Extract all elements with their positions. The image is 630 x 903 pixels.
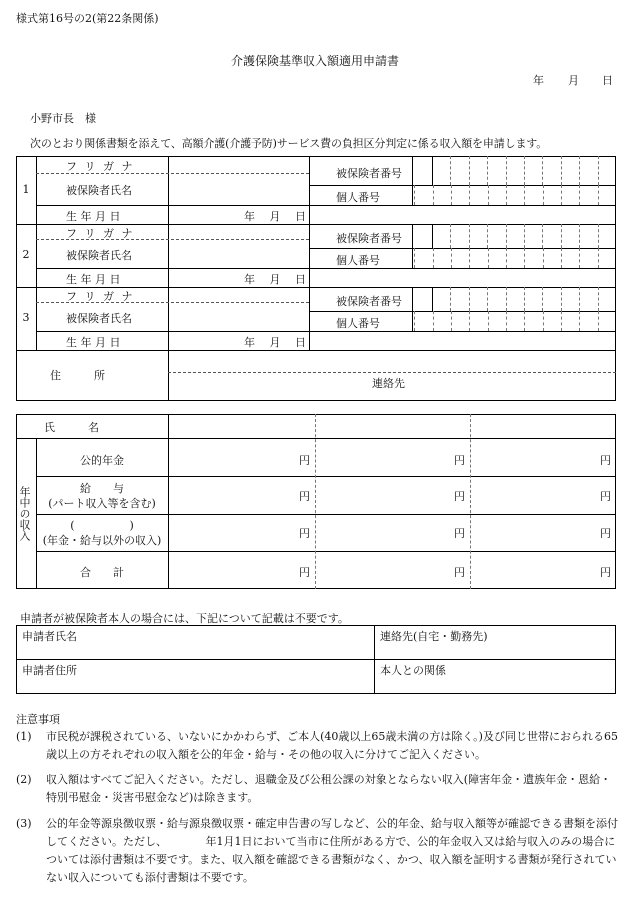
insured-number-label: 被保険者番号 (336, 232, 402, 245)
income-row-sublabel: (パート収入等を含む) (48, 497, 156, 510)
applicant-name-label: 申請者氏名 (22, 630, 77, 643)
note-item-2: (2) 収入額はすべてご記入ください。ただし、退職金及び公租公課の対象とならない収入(障害年金・遺族年金・恩給・特別弔慰金・災害弔慰金など)は除きます。 (16, 773, 612, 804)
annual-income-side-label: 年中の収入 (18, 486, 31, 541)
address-label: 住 所 (50, 369, 105, 382)
relation-label: 本人との関係 (380, 664, 446, 677)
insured-number-label: 被保険者番号 (336, 167, 402, 180)
income-row-label: 給 与 (80, 482, 124, 495)
yen-unit-label: 円 (454, 490, 465, 503)
yen-unit-label: 円 (299, 566, 310, 579)
yen-unit-label: 円 (454, 566, 465, 579)
income-name-label: 氏 名 (44, 421, 99, 434)
yen-unit-label: 円 (600, 566, 611, 579)
date-year-label: 年 (533, 74, 544, 87)
note-item-3: (3) 公的年金等源泉徴収票・給与源泉徴収票・確定申告書の写しなど、公的年金、給与収入額等が確認できる書類を添付してください。ただし、 年1月1日において当市に住所がある方で、公的年金収入又は給与収入のみの場合については添付書類は不要です。また、収入額を確認できる書類がなく、かつ、収入額を証明する書類が発行されていない収入についても添付書類は不要です。 (16, 817, 618, 884)
income-row-label: ( ) (70, 519, 134, 532)
personal-number-digit-boxes[interactable] (413, 186, 615, 205)
birthdate-ymd: 年 月 日 (244, 336, 306, 349)
applicant-address-label: 申請者住所 (22, 664, 77, 677)
personal-number-digit-boxes[interactable] (413, 249, 615, 268)
yen-unit-label: 円 (299, 527, 310, 540)
birthdate-ymd: 年 月 日 (244, 273, 306, 286)
yen-unit-label: 円 (600, 490, 611, 503)
person-number: 2 (22, 248, 30, 261)
insured-number-digit-boxes[interactable] (413, 225, 615, 248)
income-row-sublabel: (年金・給与以外の収入) (42, 534, 162, 547)
yen-unit-label: 円 (600, 454, 611, 467)
birthdate-label: 生 年 月 日 (66, 336, 121, 349)
insured-number-digit-boxes[interactable] (413, 157, 615, 185)
person-number: 1 (22, 183, 30, 196)
insured-name-label: 被保険者氏名 (66, 249, 132, 262)
applicant-notice: 申請者が被保険者本人の場合には、下記について記載は不要です。 (20, 612, 349, 625)
contact-input[interactable] (420, 378, 610, 396)
note-item-1: (1) 市民税が課税されている、いないにかかわらず、ご本人(40歳以上65歳未満の方は除く。)及び同じ世帯におられる65歳以上の方それぞれの収入額を公的年金・給与・その他の収入に分けてご記入ください。 (16, 730, 618, 761)
contact-label: 連絡先 (372, 377, 405, 390)
birthdate-ymd: 年 月 日 (244, 210, 306, 223)
personal-number-digit-boxes[interactable] (413, 312, 615, 331)
yen-unit-label: 円 (454, 527, 465, 540)
intro-text: 次のとおり関係書類を添えて、高額介護(介護予防)サービス費の負担区分判定に係る収入額を申請します。 (30, 137, 548, 150)
personal-number-label: 個人番号 (336, 317, 380, 330)
date-month-label: 月 (568, 74, 579, 87)
insured-number-label: 被保険者番号 (336, 295, 402, 308)
notes-heading: 注意事項 (16, 713, 60, 726)
insured-name-label: 被保険者氏名 (66, 312, 132, 325)
personal-number-label: 個人番号 (336, 254, 380, 267)
person-number: 3 (22, 311, 30, 324)
date-day-label: 日 (602, 74, 613, 87)
yen-unit-label: 円 (600, 527, 611, 540)
income-row-label: 公的年金 (80, 454, 124, 467)
furigana-label: フ リ ガ ナ (66, 227, 135, 240)
birthdate-label: 生 年 月 日 (66, 273, 121, 286)
furigana-label: フ リ ガ ナ (66, 290, 135, 303)
page-title: 介護保険基準収入額適用申請書 (230, 54, 399, 68)
yen-unit-label: 円 (299, 454, 310, 467)
furigana-label: フ リ ガ ナ (66, 160, 135, 173)
insured-number-digit-boxes[interactable] (413, 288, 615, 311)
insured-name-label: 被保険者氏名 (66, 184, 132, 197)
yen-unit-label: 円 (299, 490, 310, 503)
addressee: 小野市長 様 (30, 112, 96, 125)
yen-unit-label: 円 (454, 454, 465, 467)
address-input[interactable] (172, 352, 612, 370)
income-row-label: 合 計 (80, 566, 124, 579)
birthdate-label: 生 年 月 日 (66, 210, 121, 223)
form-number: 様式第16号の2(第22条関係) (16, 12, 159, 25)
personal-number-label: 個人番号 (336, 191, 380, 204)
applicant-contact-label: 連絡先(自宅・勤務先) (380, 630, 488, 643)
